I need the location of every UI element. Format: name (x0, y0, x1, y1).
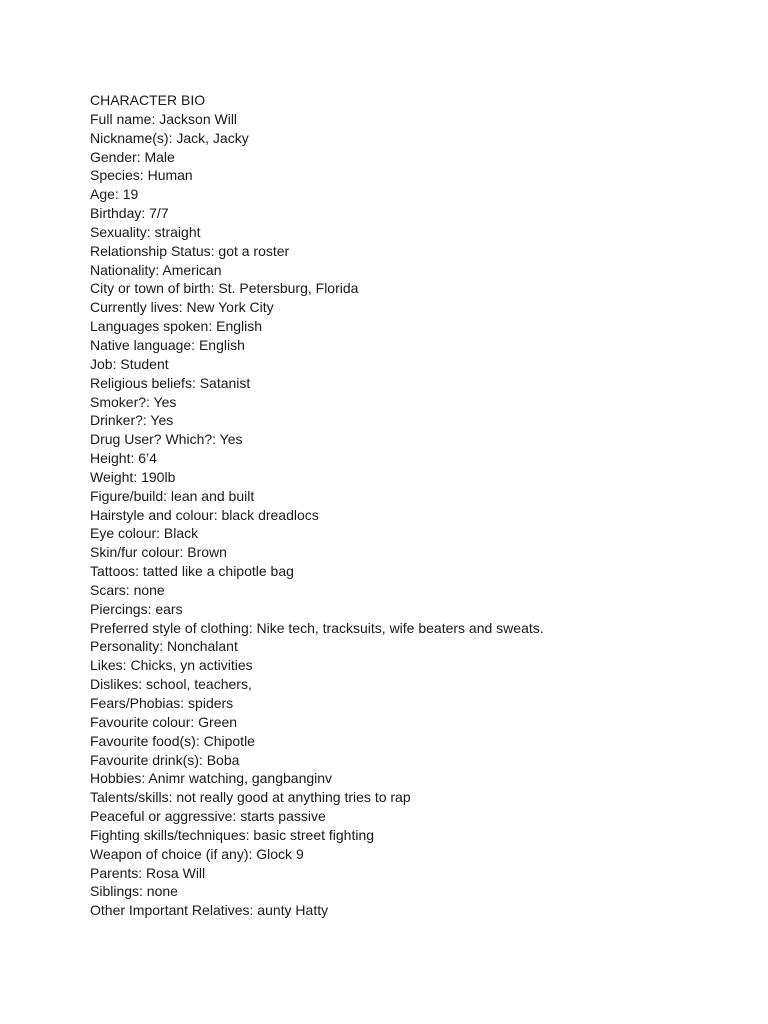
bio-line-tattoos: Tattoos: tatted like a chipotle bag (90, 563, 294, 580)
bio-line-favourite-colour: Favourite colour: Green (90, 713, 238, 730)
bio-line-smoker: Smoker?: Yes (90, 393, 177, 410)
bio-line-languages: Languages spoken: English (90, 318, 263, 335)
bio-line-age: Age: 19 (90, 186, 139, 203)
bio-line-talents: Talents/skills: not really good at anything tries to rap (90, 789, 411, 806)
bio-line-nicknames: Nickname(s): Jack, Jacky (90, 129, 249, 146)
bio-line-relationship-status: Relationship Status: got a roster (90, 242, 290, 259)
bio-line-fighting-skills: Fighting skills/techniques: basic street fighting (90, 826, 375, 843)
bio-line-parents: Parents: Rosa Will (90, 864, 206, 881)
bio-line-nationality: Nationality: American (90, 261, 222, 278)
bio-line-current-residence: Currently lives: New York City (90, 299, 274, 316)
bio-title: CHARACTER BIO (90, 92, 206, 108)
bio-line-drinker: Drinker?: Yes (90, 412, 174, 429)
bio-line-religious-beliefs: Religious beliefs: Satanist (90, 374, 251, 391)
bio-line-dislikes: Dislikes: school, teachers, (90, 676, 252, 693)
bio-line-likes: Likes: Chicks, yn activities (90, 657, 253, 674)
bio-line-temperament: Peaceful or aggressive: starts passive (90, 808, 326, 825)
bio-line-species: Species: Human (90, 167, 193, 184)
bio-line-sexuality: Sexuality: straight (90, 223, 201, 240)
bio-line-weight: Weight: 190lb (90, 468, 176, 485)
character-bio (90, 91, 730, 920)
bio-line-eye-colour: Eye colour: Black (90, 525, 199, 542)
bio-line-hairstyle: Hairstyle and colour: black dreadlocs (90, 506, 319, 523)
bio-line-favourite-food: Favourite food(s): Chipotle (90, 732, 255, 749)
bio-line-drug-user: Drug User? Which?: Yes (90, 431, 243, 448)
bio-line-native-language: Native language: English (90, 336, 245, 353)
bio-line-full-name: Full name: Jackson Will (90, 110, 238, 127)
bio-line-birthplace: City or town of birth: St. Petersburg, Florida (90, 280, 359, 297)
bio-line-personality: Personality: Nonchalant (90, 638, 238, 655)
bio-line-build: Figure/build: lean and built (90, 487, 255, 504)
bio-line-siblings: Siblings: none (90, 883, 178, 900)
bio-line-scars: Scars: none (90, 581, 165, 598)
bio-line-fears: Fears/Phobias: spiders (90, 695, 234, 711)
bio-line-relatives: Other Important Relatives: aunty Hatty (90, 902, 329, 919)
bio-line-birthday: Birthday: 7/7 (90, 205, 169, 222)
bio-line-hobbies: Hobbies: Animr watching, gangbanginv (90, 770, 333, 787)
bio-line-clothing-style: Preferred style of clothing: Nike tech, tracksuits, wife beaters and sweats. (90, 619, 544, 636)
bio-line-skin-colour: Skin/fur colour: Brown (90, 544, 227, 561)
bio-line-gender: Gender: Male (90, 148, 175, 165)
bio-line-height: Height: 6’4 (90, 450, 157, 467)
bio-line-favourite-drink: Favourite drink(s): Boba (90, 751, 240, 768)
bio-line-weapon: Weapon of choice (if any): Glock 9 (90, 845, 304, 862)
bio-line-piercings: Piercings: ears (90, 600, 183, 617)
bio-line-job: Job: Student (90, 355, 169, 372)
